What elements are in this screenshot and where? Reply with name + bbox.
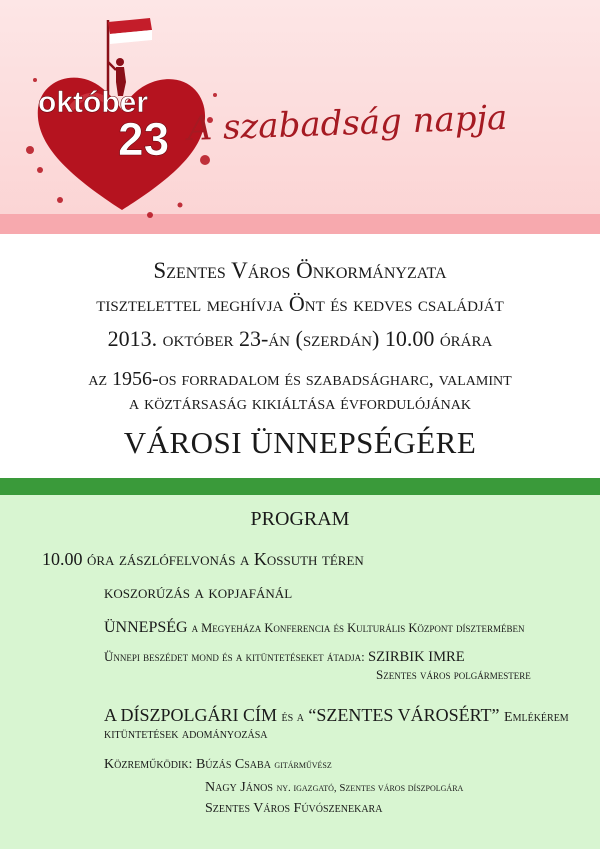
award-medal-word: Emlékérem bbox=[504, 709, 569, 725]
green-stripe bbox=[0, 478, 600, 495]
ceremony-label: ÜNNEPSÉG bbox=[104, 619, 188, 636]
ceremony-venue: a Megyeháza Konferencia és Kulturális Központ dísztermében bbox=[191, 621, 525, 635]
invitation-line-4: az 1956-os forradalom és szabadságharc, valamint bbox=[88, 368, 512, 390]
speaker-name: SZIRBIK IMRE bbox=[368, 649, 465, 665]
invitation-line-2: tisztelettel meghívja Önt és kedves családját bbox=[96, 291, 504, 316]
program-item-flag: 10.00 óra zászlófelvonás a Kossuth téren bbox=[42, 549, 364, 569]
logo-tagline: A szabadság napja bbox=[186, 97, 508, 149]
performer-3: Szentes Város Fúvószenekara bbox=[205, 801, 383, 816]
event-title: VÁROSI ÜNNEPSÉGÉRE bbox=[123, 425, 477, 460]
logo bbox=[0, 0, 600, 236]
flag-bearer-icon bbox=[108, 18, 152, 96]
program-item-ceremony bbox=[104, 619, 525, 637]
logo-word: október bbox=[38, 86, 149, 119]
award-description: kitüntetések adományozása bbox=[104, 727, 268, 742]
performer-1 bbox=[104, 757, 332, 773]
performer-2 bbox=[205, 780, 463, 796]
award-medal: “SZENTES VÁROSÉRT” bbox=[308, 705, 500, 725]
program-title: PROGRAM bbox=[250, 508, 350, 530]
contributors-label: Közreműködik: bbox=[104, 757, 193, 772]
award-title: A DÍSZPOLGÁRI CÍM bbox=[104, 705, 278, 725]
invitation-line-1: Szentes Város Önkormányzata bbox=[153, 258, 447, 283]
speech-text: Ünnepi beszédet mond és a kitüntetéseket átadja: bbox=[104, 649, 365, 664]
award-and: és a bbox=[281, 709, 304, 725]
performer-1-role: gitárművész bbox=[274, 759, 332, 771]
program-item-wreath: koszorúzás a kopjafánál bbox=[104, 582, 293, 602]
performer-1-name: Búzás Csaba bbox=[195, 757, 271, 772]
performer-2-name: Nagy János bbox=[205, 780, 273, 795]
logo-number: 23 bbox=[118, 113, 170, 165]
invitation-line-3: 2013. október 23-án (szerdán) 10.00 órára bbox=[107, 326, 493, 351]
invitation-line-5: a köztársaság kikiáltása évfordulójának bbox=[129, 392, 471, 414]
program-item-award bbox=[104, 705, 569, 726]
speaker-title: Szentes város polgármestere bbox=[376, 667, 531, 682]
program-item-speech bbox=[104, 649, 465, 666]
performer-2-role: ny. igazgató, Szentes város díszpolgára bbox=[276, 782, 464, 794]
